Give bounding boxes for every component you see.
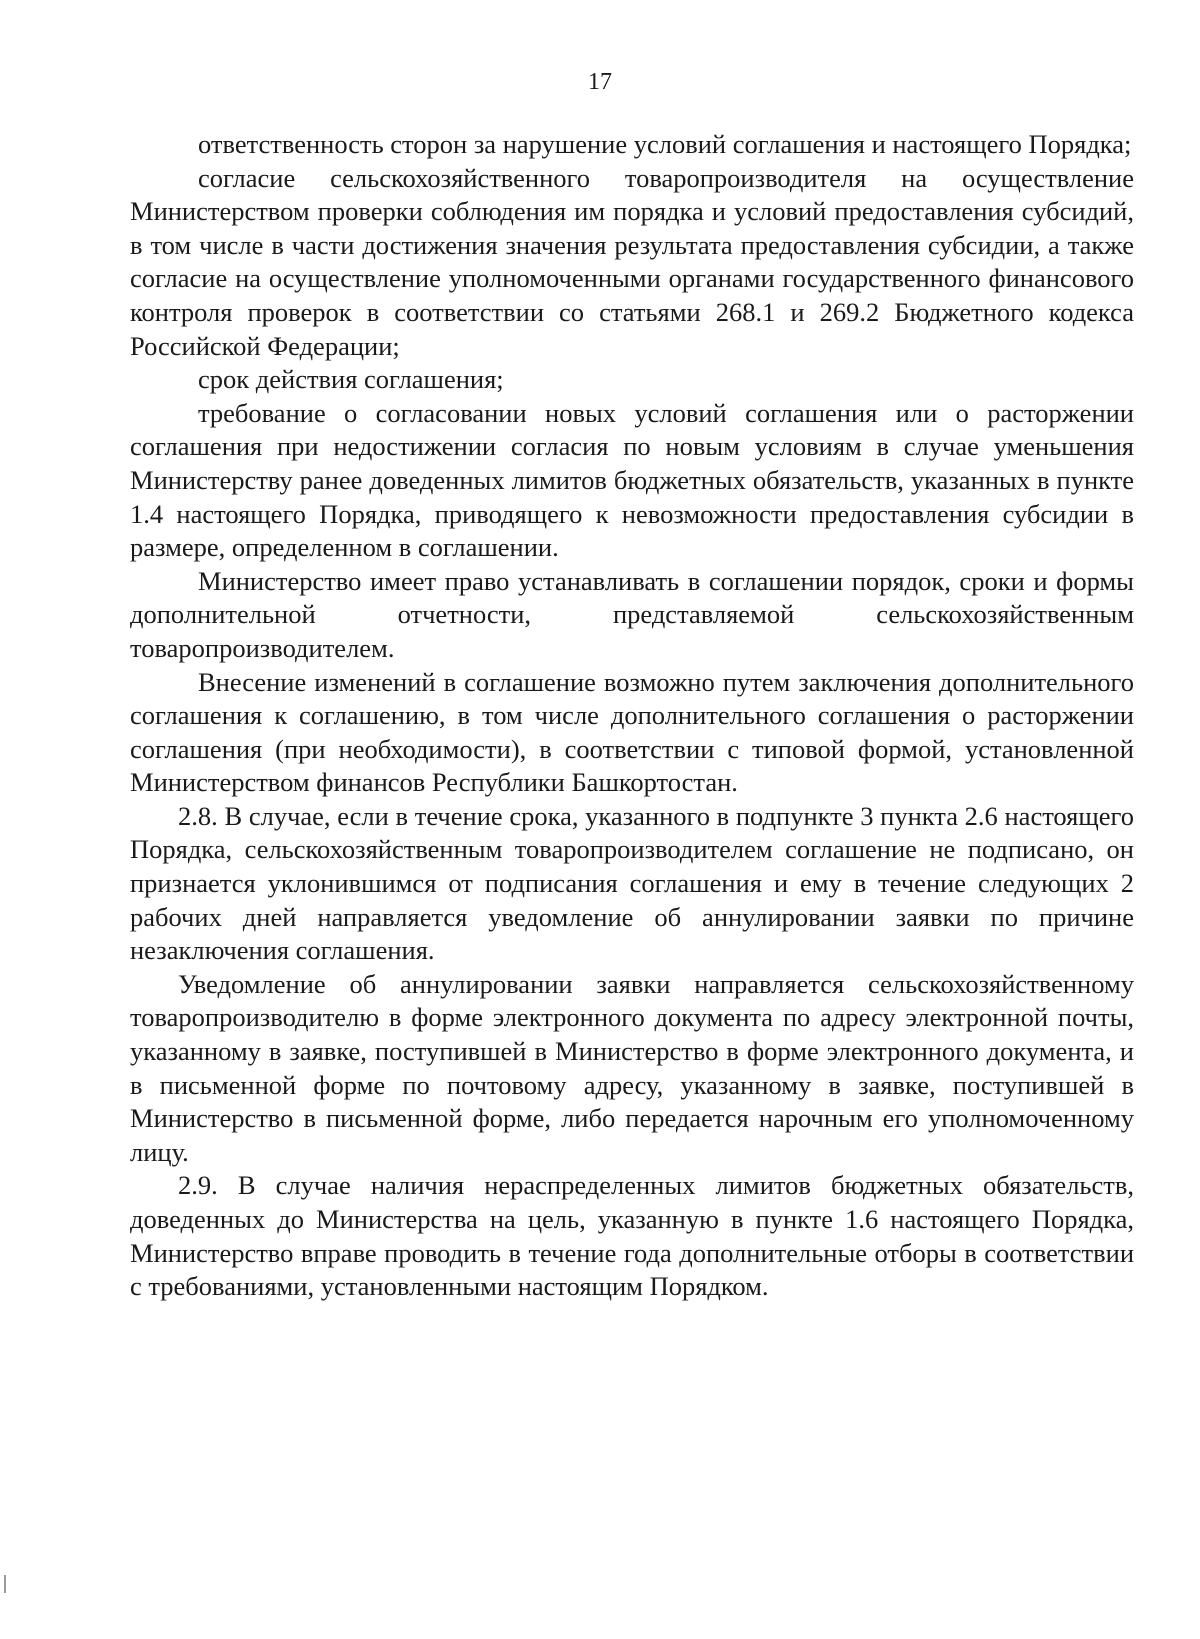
paragraph-reporting: Министерство имеет право устанавливать в соглашении порядок, сроки и формы дополнительной отчетности, представляемой сельскохозяйственным товаропроизводителем. — [130, 565, 1134, 663]
paragraph-consent: согласие сельскохозяйственного товаропроизводителя на осуществление Министерством проверки соблюдения им порядка и условий предоставления субсидий, в том числе в части достижения значения результата предоставления субсидии, а также согласие на осуществление уполномоченными органами государственного финансового контроля проверок в соответствии со статьями 268.1 и 269.2 Бюджетного кодекса Российской Федерации; — [130, 162, 1134, 361]
paragraph-notification: Уведомление об аннулировании заявки направляется сельскохозяйственному товаропроизводителю в форме электронного документа по адресу электронной почты, указанному в заявке, поступившей в Министерство в форме электронного документа, и в письменной форме по почтовому адресу, указанному в заявке, поступившей в Министерство в письменной форме, либо передается нарочным его уполномоченному лицу. — [130, 968, 1134, 1167]
paragraph-2-9: 2.9. В случае наличия нераспределенных лимитов бюджетных обязательств, доведенных до Министерства на цель, указанную в пункте 1.6 настоящего Порядка, Министерство вправе проводить в течение года дополнительные отборы в соответствии с требованиями, установленными настоящим Порядком. — [130, 1170, 1134, 1302]
scan-edge-mark — [4, 1575, 6, 1593]
paragraph-amendments: Внесение изменений в соглашение возможно путем заключения дополнительного соглашения к соглашению, в том числе дополнительного соглашения о расторжении соглашения (при необходимости), в соответствии с типовой формой, установленной Министерством финансов Республики Башкортостан. — [130, 666, 1134, 798]
document-body — [130, 128, 1134, 1304]
paragraph-requirement: требование о согласовании новых условий соглашения или о расторжении соглашения при недостижении согласия по новым условиям в случае уменьшения Министерству ранее доведенных лимитов бюджетных обязательств, указанных в пункте 1.4 настоящего Порядка, приводящего к невозможности предоставления субсидии в размере, определенном в соглашении. — [130, 397, 1134, 563]
paragraph-term: срок действия соглашения; — [198, 364, 504, 395]
paragraph-responsibility: ответственность сторон за нарушение условий соглашения и настоящего Порядка; — [198, 129, 1132, 159]
page-number: 17 — [588, 69, 612, 95]
paragraph-2-8: 2.8. В случае, если в течение срока, указанного в подпункте 3 пункта 2.6 настоящего Порядка, сельскохозяйственным товаропроизводителем соглашение не подписано, он признается уклонившимся от подписания соглашения и ему в течение следующих 2 рабочих дней направляется уведомление об аннулировании заявки по причине незаключения соглашения. — [130, 800, 1134, 966]
